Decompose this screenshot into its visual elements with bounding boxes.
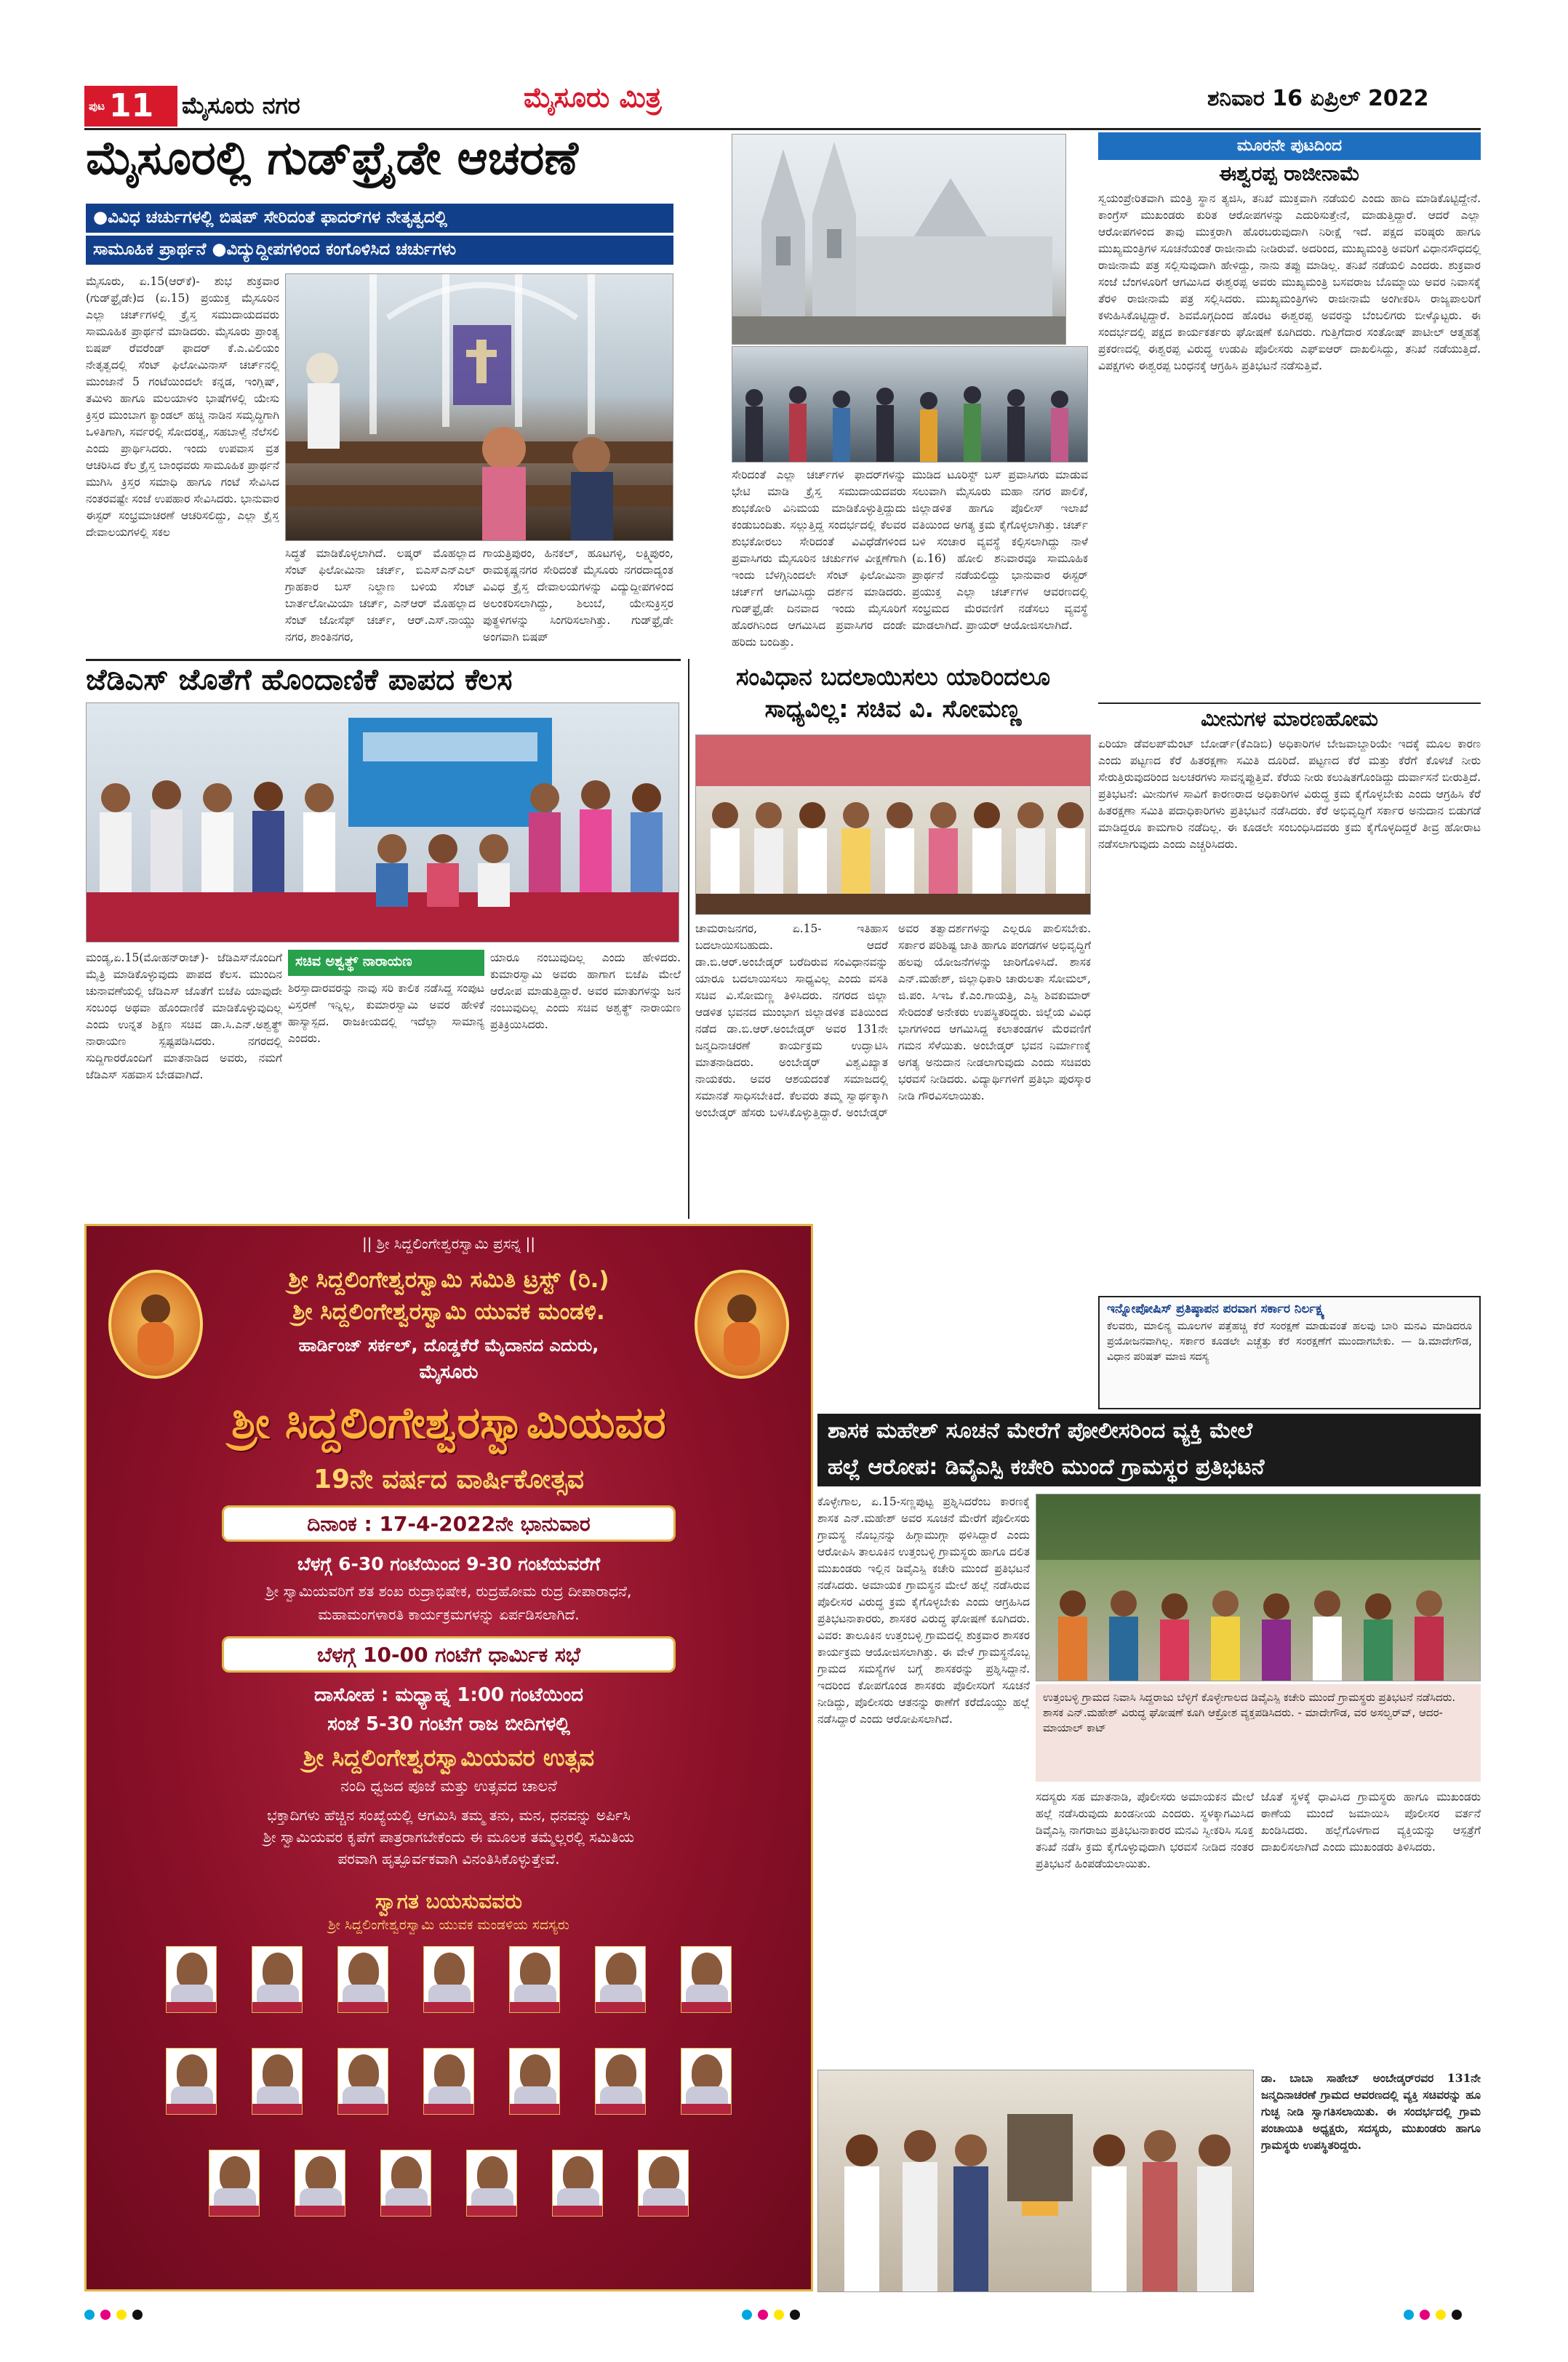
member-name-strip (681, 2002, 731, 2012)
member-name-strip (252, 2104, 302, 2114)
somanna-body: ಚಾಮರಾಜನಗರ, ಏ.15- ಇತಿಹಾಸ ಬದಲಾಯಿಸಬಹುದು. ಆದರೆ ಡಾ.ಬಿ.ಆರ್.ಅಂಬೇಡ್ಕರ್ ಬರೆದಿರುವ ಸಂವಿಧಾನವನ್ನು ಯಾರೂ ಬದಲಾಯಿಸಲು ಸಾಧ್ಯವಿಲ್ಲ ಎಂದು ವಸತಿ ಸಚಿವ ವಿ.ಸೋಮಣ್ಣ ತಿಳಿಸಿದರು. ನಗರದ ಜಿಲ್ಲಾ ಆಡಳಿತ ಭವನದ ಮುಂಭಾಗ ಜಿಲ್ಲಾಡಳಿತ ವತಿಯಿಂದ ನಡೆದ ಡಾ.ಬಿ.ಆರ್.ಅಂಬೇಡ್ಕರ್ ಅವರ 131ನೇ ಜನ್ಮದಿನಾಚರಣೆ ಕಾರ್ಯಕ್ರಮ ಉದ್ಘಾಟಿಸಿ ಮಾತನಾಡಿದರು. ಅಂಬೇಡ್ಕರ್ ವಿಶ್ವವಿಖ್ಯಾತ ನಾಯಕರು. ಅವರ ಆಶಯದಂತೆ ಸಮಾಜದಲ್ಲಿ ಸಮಾನತೆ ಸಾಧಿಸಬೇಕಿದೆ. ಕೆಲವರು ತಮ್ಮ ಸ್ವಾರ್ಥಕ್ಕಾಗಿ ಅಂಬೇಡ್ಕರ್ ಹೆಸರು ಬಳಸಿಕೊಳ್ಳುತ್ತಿದ್ದಾರೆ. ಅಂಬೇಡ್ಕರ್ ಅವರ ತತ್ವಾದರ್ಶಗಳನ್ನು ಎಲ್ಲರೂ ಪಾಲಿಸಬೇಕು. ಸರ್ಕಾರ ಪರಿಶಿಷ್ಟ ಜಾತಿ ಹಾಗೂ ಪಂಗಡಗಳ ಅಭಿವೃದ್ಧಿಗೆ ಹಲವು ಯೋಜನೆಗಳನ್ನು ಜಾರಿಗೊಳಿಸಿದೆ. ಶಾಸಕ ಎನ್.ಮಹೇಶ್, ಜಿಲ್ಲಾಧಿಕಾರಿ ಚಾರುಲತಾ ಸೋಮಲ್, ಜಿ.ಪಂ. ಸಿಇಒ ಕೆ.ಎಂ.ಗಾಯತ್ರಿ, ಎಸ್ಪಿ ಶಿವಕುಮಾರ್ ಸೇರಿದಂತೆ ಅನೇಕರು ಉಪಸ್ಥಿತರಿದ್ದರು. ಜಿಲ್ಲೆಯ ವಿವಿಧ ಭಾಗಗಳಿಂದ ಆಗಮಿಸಿದ್ದ ಕಲಾತಂಡಗಳ ಮೆರವಣಿಗೆ ಗಮನ ಸೆಳೆಯಿತು. ಅಂಬೇಡ್ಕರ್ ಭವನ ನಿರ್ಮಾಣಕ್ಕೆ ಅಗತ್ಯ ಅನುದಾನ ನೀಡಲಾಗುವುದು ಎಂದು ಸಚಿವರು ಭರವಸೆ ನೀಡಿದರು. ವಿದ್ಯಾರ್ಥಿಗಳಿಗೆ ಪ್ರತಿಭಾ ಪುರಸ್ಕಾರ ನೀಡಿ ಗೌರವಿಸಲಾಯಿತು. (695, 922, 1091, 1119)
member-face (520, 2054, 551, 2091)
member-photo-tile (595, 1946, 646, 2013)
ad-org-1: ಶ್ರೀ ಸಿದ್ದಲಿಂಗೇಶ್ವರಸ್ವಾಮಿ ಸಮಿತಿ ಟ್ರಸ್ಟ್ (ರಿ.) (288, 1267, 609, 1293)
stage-guests-illustration (696, 735, 1091, 915)
mahesh-body-col1: ಕೊಳ್ಳೇಗಾಲ, ಏ.15-ಸಣ್ಣಪುಟ್ಟ ಪ್ರಶ್ನಿಸಿದರೆಂಬ ಕಾರಣಕ್ಕೆ ಶಾಸಕ ಎನ್.ಮಹೇಶ್ ಅವರ ಸೂಚನೆ ಮೇರೆಗೆ ಪೊಲೀಸರು ಗ್ರಾಮಸ್ಥ ನೊಬ್ಬನನ್ನು ಹಿಗ್ಗಾಮುಗ್ಗಾ ಥಳಿಸಿದ್ದಾರೆ ಎಂದು ಆರೋಪಿಸಿ ತಾಲೂಕಿನ ಉತ್ತಂಬಳ್ಳಿ ಗ್ರಾಮಸ್ಥರು ಹಾಗೂ ದಲಿತ ಮುಖಂಡರು ಇಲ್ಲಿನ ಡಿವೈಎಸ್ಪಿ ಕಚೇರಿ ಮುಂದೆ ಪ್ರತಿಭಟನೆ ನಡೆಸಿದರು. ಅಮಾಯಕ ಗ್ರಾಮಸ್ಥನ ಮೇಲೆ ಹಲ್ಲೆ ನಡೆಸಿರುವ ಪೊಲೀಸರ ವಿರುದ್ಧ ಕ್ರಮ ಕೈಗೊಳ್ಳಬೇಕು ಎಂದು ಆಗ್ರಹಿಸಿದ ಪ್ರತಿಭಟನಾಕಾರರು, ಶಾಸಕರ ವಿರುದ್ಧ ಘೋಷಣೆ ಕೂಗಿದರು. ವಿವರ: ತಾಲೂಕಿನ ಉತ್ತಂಬಳ್ಳಿ ಗ್ರಾಮದಲ್ಲಿ ಶುಕ್ರವಾರ ಶಾಸಕರ ಕಾರ್ಯಕ್ರಮ ಆಯೋಜಿಸಲಾಗಿತ್ತು. ಈ ವೇಳೆ ಗ್ರಾಮಸ್ಥನೊಬ್ಬ ಗ್ರಾಮದ ಸಮಸ್ಯೆಗಳ ಬಗ್ಗೆ ಶಾಸಕರನ್ನು ಪ್ರಶ್ನಿಸಿದ್ದಾನೆ. ಇದರಿಂದ ಕೋಪಗೊಂಡ ಶಾಸಕರು ಪೊಲೀಸರಿಗೆ ಸೂಚನೆ ನೀಡಿದ್ದು, ಪೊಲೀಸರು ಆತನನ್ನು ಠಾಣೆಗೆ ಕರೆದೊಯ್ದು ಹಲ್ಲೆ ನಡೆಸಿದ್ದಾರೆ ಎಂದು ಆರೋಪಿಸಲಾಗಿದೆ. (817, 1495, 1030, 1726)
member-shirt (385, 2188, 428, 2206)
page-number: 11 (109, 87, 154, 124)
section-name: ಮೈಸೂರು ನಗರ (182, 92, 300, 119)
lead-body-col4: ಸೇರಿದಂತೆ ಎಲ್ಲಾ ಚರ್ಚ್‌ಗಳ ಫಾದರ್‌ಗಳನ್ನು ಭೇಟಿ ಮಾಡಿ ಕ್ರೈಸ್ತ ಸಮುದಾಯದವರು ಶುಭಕೋರಿ ವಿನಿಮಯ ಮಾಡಿಕೊಳ್ಳುತ್ತಿದ್ದುದು ಕಂಡುಬಂದಿತು. ಸಲ್ಲುತ್ತಿದ್ದ ಸಂದರ್ಭದಲ್ಲಿ ಕೆಲವರ ಶುಭಕೋರಲು ಸೇರಿದಂತೆ ವಿವಿಧೆಡೆಗಳಿಂದ ಪ್ರವಾಸಿಗರು ಮೈಸೂರಿನ ಚರ್ಚುಗಳ ವೀಕ್ಷಣೆಗಾಗಿ ಇಂದು ಬೆಳಗ್ಗಿನಿಂದಲೇ ಸೆಂಟ್ ಫಿಲೋಮಿನಾ ಚರ್ಚ್‌ಗೆ ಆಗಮಿಸಿದ್ದು ದರ್ಶನ ಮಾಡಿದರು. ಗುಡ್‌ಫ್ರೈಡೇ ದಿನವಾದ ಇಂದು ಮೈಸೂರಿಗೆ ಹೊರಗಿನಿಂದ ಆಗಮಿಸಿದ ಪ್ರವಾಸಿಗರ ದಂಡೇ ಹರಿದು ಬಂದಿತ್ತು. (732, 468, 906, 649)
member-face (692, 1953, 722, 1989)
ad-org-2: ಶ್ರೀ ಸಿದ್ದಲಿಂಗೇಶ್ವರಸ್ವಾಮಿ ಯುವಕ ಮಂಡಳಿ. (292, 1299, 605, 1325)
member-photo-tile (423, 1946, 474, 2013)
registration-dot (100, 2310, 111, 2320)
member-shirt (600, 1985, 642, 2002)
member-name-strip (167, 2104, 216, 2114)
member-shirt (514, 1985, 556, 2002)
book-release-stage-illustration (87, 703, 679, 942)
member-photo-tile (681, 2048, 732, 2115)
ad-invite-1: ಭಕ್ತಾದಿಗಳು ಹೆಚ್ಚಿನ ಸಂಖ್ಯೆಯಲ್ಲಿ ಆಗಮಿಸಿ ತಮ್ಮ ತನು, ಮನ, ಧನವನ್ನು ಅರ್ಪಿಸಿ (267, 1806, 631, 1824)
lead-subhead-1: ●ವಿವಿಧ ಚರ್ಚುಗಳಲ್ಲಿ ಬಿಷಪ್ ಸೇರಿದಂತೆ ಫಾದರ್‌ಗಳ ನೇತೃತ್ವದಲ್ಲಿ (86, 204, 673, 233)
jds-event-photo (86, 702, 679, 942)
member-face (348, 2054, 379, 2091)
ad-big-title: ಶ್ರೀ ಸಿದ್ದಲಿಂಗೇಶ್ವರಸ್ವಾಮಿಯವರ (231, 1398, 666, 1449)
member-shirt (514, 2086, 556, 2104)
registration-dot (132, 2310, 143, 2320)
mahesh-body-col2: ಸದಸ್ಯರು ಸಹ ಮಾತನಾಡಿ, ಪೊಲೀಸರು ಅಮಾಯಕನ ಮೇಲೆ ಹಲ್ಲೆ ನಡೆಸಿರುವುದು ಖಂಡನೀಯ ಎಂದರು. ಸ್ಥಳಕ್ಕಾಗಮಿಸಿದ ಡಿವೈಎಸ್ಪಿ ನಾಗರಾಜು ಪ್ರತಿಭಟನಾಕಾರರ ಮನವಿ ಸ್ವೀಕರಿಸಿ ಸೂಕ್ತ ತನಿಖೆ ನಡೆಸಿ ಕ್ರಮ ಕೈಗೊಳ್ಳುವುದಾಗಿ ಭರವಸೆ ನೀಡಿದ ನಂತರ ಪ್ರತಿಭಟನೆ ಹಿಂಪಡೆಯಲಾಯಿತು. (1036, 1790, 1254, 1870)
ad-utsava: ಶ್ರೀ ಸಿದ್ದಲಿಂಗೇಶ್ವರಸ್ವಾಮಿಯವರ ಉತ್ಸವ (303, 1744, 595, 1772)
crowd-illustration (732, 347, 1088, 463)
member-face (220, 2156, 250, 2193)
member-shirt (343, 2086, 385, 2104)
crowd-photo (732, 346, 1088, 463)
lead-body-col3: ಗಾಯತ್ರಿಪುರಂ, ಹಿನಕಲ್, ಹೂಟಗಳ್ಳಿ, ಲಕ್ಷ್ಮಿಪುರಂ, ರಾಮಕೃಷ್ಣನಗರ ಸೇರಿದಂತೆ ಮೈಸೂರು ನಗರದಾದ್ಯಂತ ವಿವಿಧ ಕ್ರೈಸ್ತ ದೇವಾಲಯಗಳನ್ನು ವಿದ್ಯುದ್ದೀಪಗಳಿಂದ ಅಲಂಕರಿಸಲಾಗಿದ್ದು, ಶಿಲುಬೆ, ಯೇಸುಕ್ರಿಸ್ತರ ಪುತ್ಥಳಿಗಳನ್ನು ಸಿಂಗರಿಸಲಾಗಿತ್ತು. ಗುಡ್‌ಫ್ರೈಡೇ ಅಂಗವಾಗಿ ಬಿಷಪ್ (483, 547, 673, 644)
mahesh-body-col3: ಜೊತೆ ಸ್ಥಳಕ್ಕೆ ಧಾವಿಸಿದ ಗ್ರಾಮಸ್ಥರು ಹಾಗೂ ಮುಖಂಡರು ಠಾಣೆಯ ಮುಂದೆ ಜಮಾಯಿಸಿ ಪೊಲೀಸರ ವರ್ತನೆ ಖಂಡಿಸಿದರು. ಹಲ್ಲೆಗೊಳಗಾದ ವ್ಯಕ್ತಿಯನ್ನು ಆಸ್ಪತ್ರೆಗೆ ದಾಖಲಿಸಲಾಗಿದೆ ಎಂದು ಮುಖಂಡರು ತಿಳಿಸಿದರು. (1261, 1790, 1481, 1854)
member-face (563, 2156, 593, 2193)
mahesh-headline-2: ಹಲ್ಲೆ ಆರೋಪ: ಡಿವೈಎಸ್ಪಿ ಕಚೇರಿ ಮುಂದೆ ಗ್ರಾಮಸ್ಥರ ಪ್ರತಿಭಟನೆ (817, 1450, 1481, 1486)
member-photo-tile (166, 2048, 217, 2115)
member-face (606, 1953, 636, 1989)
ad-evening: ಸಂಜೆ 5-30 ಗಂಟೆಗೆ ರಾಜ ಬೀದಿಗಳಲ್ಲಿ (327, 1713, 570, 1735)
left-swami-portrait (108, 1270, 203, 1379)
page-number-badge (84, 86, 177, 127)
member-name-strip (639, 2206, 688, 2216)
member-name-strip (681, 2104, 731, 2114)
temple-anniversary-advertisement (84, 1224, 813, 2291)
ad-date-pill: ದಿನಾಂಕ : 17-4-2022ನೇ ಭಾನುವಾರ (222, 1505, 676, 1542)
member-name-strip (424, 2104, 473, 2114)
church-interior-illustration (286, 274, 673, 541)
ad-invite-3: ಪರವಾಗಿ ಹೃತ್ಪೂರ್ವಕವಾಗಿ ವಿನಂತಿಸಿಕೊಳ್ಳುತ್ತೇವೆ. (337, 1850, 560, 1867)
member-face (434, 2054, 465, 2091)
member-photo-tile (295, 2150, 345, 2217)
member-name-strip (510, 2002, 559, 2012)
member-photo-tile (252, 2048, 303, 2115)
member-name-strip (596, 2002, 645, 2012)
member-face (177, 2054, 207, 2091)
member-photo-tile (466, 2150, 517, 2217)
lead-body-col5: ಮುಡಿದ ಟೂರಿಸ್ಟ್ ಬಸ್ ಪ್ರವಾಸಿಗರು ಮಾಡುವ ಸಲುವಾಗಿ ಮೈಸೂರು ಮಹಾ ನಗರ ಪಾಲಿಕೆ, ಜಿಲ್ಲಾಡಳಿತ ಹಾಗೂ ಪೊಲೀಸ್ ಇಲಾಖೆ ವತಿಯಿಂದ ಅಗತ್ಯ ಕ್ರಮ ಕೈಗೊಳ್ಳಲಾಗಿತ್ತು. ಚರ್ಚ್ ಬಳಿ ಸಂಚಾರ ವ್ಯವಸ್ಥೆ ಕಲ್ಪಿಸಲಾಗಿದ್ದು ನಾಳೆ (ಏ.16) ಹೋಲಿ ಶನಿವಾರವೂ ಸಾಮೂಹಿಕ ಪ್ರಾರ್ಥನೆ ನಡೆಯಲಿದ್ದು ಭಾನುವಾರ ಈಸ್ಟರ್ ಪ್ರಯುಕ್ತ ಎಲ್ಲಾ ಚರ್ಚ್‌ಗಳ ಆವರಣದಲ್ಲಿ ಸಂಭ್ರಮದ ಮೆರವಣಿಗೆ ನಡೆಸಲು ವ್ಯವಸ್ಥೆ ಮಾಡಲಾಗಿದೆ. ಪ್ರಾಯರ್ ಆಯೋಜಿಸಲಾಗಿದೆ. (912, 468, 1088, 632)
member-shirt (643, 2188, 685, 2206)
registration-dot (790, 2310, 800, 2320)
ad-welcome: ಸ್ವಾಗತ ಬಯಸುವವರು (375, 1889, 522, 1913)
fish-deaths-body: ಏರಿಯಾ ಡೆವಲಪ್‌ಮೆಂಟ್ ಬೋರ್ಡ್(ಕೆಎಡಿಬಿ) ಅಧಿಕಾರಿಗಳ ಬೇಜವಾಬ್ದಾರಿಯೇ ಇದಕ್ಕೆ ಮೂಲ ಕಾರಣ ಎಂದು ಪಟ್ಟಣದ ಕೆರೆ ಹಿತರಕ್ಷಣಾ ಸಮಿತಿ ದೂರಿದೆ. ಪಟ್ಟಣದ ಕೆರೆ ಮತ್ತು ಕೆರೆಗೆ ಕೊಳಚೆ ನೀರು ಸೇರುತ್ತಿರುವುದರಿಂದ ಜಲಚರಗಳು ಸಾವನ್ನಪ್ಪುತ್ತಿವೆ. ಕೆರೆಯ ನೀರು ಕಲುಷಿತಗೊಂಡಿದ್ದು ದುರ್ವಾಸನೆ ಬೀರುತ್ತಿದೆ. ಪ್ರತಿಭಟನೆ: ಮೀನುಗಳ ಸಾವಿಗೆ ಕಾರಣರಾದ ಅಧಿಕಾರಿಗಳ ವಿರುದ್ಧ ಕ್ರಮ ಕೈಗೊಳ್ಳಬೇಕು ಎಂದು ಆಗ್ರಹಿಸಿ ಕೆರೆ ಹಿತರಕ್ಷಣಾ ಸಮಿತಿ ಪದಾಧಿಕಾರಿಗಳು ಪ್ರತಿಭಟನೆ ನಡೆಸಿದರು. ಕೆರೆ ಅಭಿವೃದ್ಧಿಗೆ ಸರ್ಕಾರ ಅನುದಾನ ಬಿಡುಗಡೆ ಮಾಡಿದ್ದರೂ ಕಾಮಗಾರಿ ನಡೆದಿಲ್ಲ. ಈ ಕೂಡಲೇ ಸಂಬಂಧಿಸಿದವರು ಕ್ರಮ ಕೈಗೊಳ್ಳದಿದ್ದರೆ ತೀವ್ರ ಹೋರಾಟ ನಡೆಸಲಾಗುವುದು ಎಂದು ಎಚ್ಚರಿಸಿದರು. (1098, 737, 1481, 851)
member-face (434, 1953, 465, 1989)
church-interior-photo (285, 273, 673, 541)
member-photo-tile (252, 1946, 303, 2013)
member-name-strip (209, 2206, 259, 2216)
lead-body-col2: ಸಿದ್ಧತೆ ಮಾಡಿಕೊಳ್ಳಲಾಗಿದೆ. ಲಷ್ಕರ್ ಮೊಹಲ್ಲಾದ ಸೆಂಟ್ ಫಿಲೋಮಿನಾ ಚರ್ಚ್, ಬಿಎಸ್‌ಎನ್‌ಎಲ್ ಗ್ರಾಹಕಾರ ಬಸ್ ನಿಲ್ದಾಣ ಬಳಿಯ ಸೆಂಟ್ ಬಾರ್ತಲೋಮಿಯಾ ಚರ್ಚ್, ಎನ್‌ಆರ್ ಮೊಹಲ್ಲಾದ ಸೆಂಟ್ ಜೋಸೆಫ್ ಚರ್ಚ್, ಆರ್.ಎಸ್.ನಾಯ್ಡು ನಗರ, ಶಾಂತಿನಗರ, (285, 547, 476, 644)
member-photo-tile (380, 2150, 431, 2217)
member-face (177, 1953, 207, 1989)
member-face (305, 2156, 336, 2193)
jds-top-rule (86, 659, 681, 661)
member-name-strip (167, 2002, 216, 2012)
lead-subhead-2: ಸಾಮೂಹಿಕ ಪ್ರಾರ್ಥನೆ ●ವಿದ್ಯುದ್ದೀಪಗಳಿಂದ ಕಂಗೊಳಿಸಿದ ಚರ್ಚುಗಳು (86, 236, 673, 265)
ad-sabha-pill: ಬೆಳಗ್ಗೆ 10-00 ಗಂಟೆಗೆ ಧಾರ್ಮಿಕ ಸಭೆ (222, 1636, 676, 1673)
notice-body: ಕೆಲವರು, ಮಾಲಿನ್ಯ ಮೂಲಗಳ ಪತ್ತೆಹಚ್ಚಿ ಕೆರೆ ಸಂರಕ್ಷಣೆ ಮಾಡುವಂತೆ ಹಲವು ಬಾರಿ ಮನವಿ ಮಾಡಿದರೂ ಪ್ರಯೋಜನವಾಗಿಲ್ಲ. ಸರ್ಕಾರ ಕೂಡಲೇ ಎಚ್ಚೆತ್ತು ಕೆರೆ ಸಂರಕ್ಷಣೆಗೆ ಮುಂದಾಗಬೇಕು. — ಡಿ.ಮಾದೇಗೌಡ, ವಿಧಾನ ಪರಿಷತ್ ಮಾಜಿ ಸದಸ್ಯ (1107, 1321, 1472, 1363)
member-name-strip (295, 2206, 345, 2216)
member-shirt (600, 2086, 642, 2104)
cathedral-spires-illustration (732, 135, 1066, 345)
jds-body-col2: ಶಿರಸ್ತಾದಾರವರನ್ನು ನಾವು ಸರಿ ಕಾಲಿಕ ನಡೆಸಿದ್ದ ಸಂಪುಟ ವಿಸ್ತರಣೆ ಇನ್ನಿಲ್ಲ, ಕುಮಾರಸ್ವಾಮಿ ಅವರ ಹೇಳಿಕೆ ಹಾಸ್ಯಾಸ್ಪದ. ರಾಜಕೀಯದಲ್ಲಿ ಇದೆಲ್ಲಾ ಸಾಮಾನ್ಯ ಎಂದರು. (288, 982, 484, 1045)
member-face (391, 2156, 422, 2193)
member-face (692, 2054, 722, 2091)
right-divider (1098, 702, 1481, 704)
ad-top-line: || ಶ್ರೀ ಸಿದ್ದಲಿಂಗೇಶ್ವರಸ್ವಾಮಿ ಪ್ರಸನ್ನ || (362, 1235, 535, 1252)
member-face (606, 2054, 636, 2091)
felicitation-illustration (818, 2070, 1254, 2292)
registration-dot (84, 2310, 95, 2320)
member-name-strip (510, 2104, 559, 2114)
ad-ritual-2: ಮಹಾಮಂಗಳಾರತಿ ಕಾರ್ಯಕ್ರಮಗಳನ್ನು ಏರ್ಪಡಿಸಲಾಗಿದೆ. (318, 1606, 580, 1623)
member-name-strip (553, 2206, 602, 2216)
swami-figure-icon (697, 1273, 786, 1376)
member-shirt (471, 2188, 513, 2206)
registration-dot (774, 2310, 784, 2320)
ambedkar-caption: ಡಾ. ಬಾಬಾ ಸಾಹೇಬ್ ಅಂಬೇಡ್ಕರ್‌ರವರ 131ನೇ ಜನ್ಮದಿನಾಚರಣೆ ಗ್ರಾಮದ ಆವರಣದಲ್ಲಿ ವ್ಯಕ್ತಿ ಸಚಿವರನ್ನು ಹೂ ಗುಚ್ಛ ನೀಡಿ ಸ್ವಾಗತಿಸಲಾಯಿತು. ಈ ಸಂದರ್ಭದಲ್ಲಿ ಗ್ರಾಮ ಪಂಚಾಯಿತಿ ಅಧ್ಯಕ್ಷರು, ಸದಸ್ಯರು, ಮುಖಂಡರು ಹಾಗೂ ಗ್ರಾಮಸ್ಥರು ಉಪಸ್ಥಿತರಿದ್ದರು. (1261, 2071, 1481, 2152)
swami-figure-icon (111, 1273, 200, 1376)
member-photo-tile (166, 1946, 217, 2013)
protest-photo (1036, 1494, 1481, 1681)
somanna-headline-2: ಸಾಧ್ಯವಿಲ್ಲ: ಸಚಿವ ವಿ. ಸೋಮಣ್ಣ (764, 694, 1022, 723)
registration-dot (1436, 2310, 1446, 2320)
member-shirt (214, 2188, 256, 2206)
lead-body-col1: ಮೈಸೂರು, ಏ.15(ಆರ್‌ಕೆ)- ಶುಭ ಶುಕ್ರವಾರ (ಗುಡ್‌ಫ್ರೈಡೇ)ದ (ಏ.15) ಪ್ರಯುಕ್ತ ಮೈಸೂರಿನ ಎಲ್ಲಾ ಚರ್ಚ್‌ಗಳಲ್ಲಿ ಕ್ರೈಸ್ತ ಸಮುದಾಯದವರು ಸಾಮೂಹಿಕ ಪ್ರಾರ್ಥನೆ ಮಾಡಿದರು. ಮೈಸೂರು ಪ್ರಾಂತ್ಯ ಬಿಷಪ್ ರೆವರೆಂಡ್ ಫಾದರ್ ಕೆ.ಎ.ವಿಲಿಯಂ ನೇತೃತ್ವದಲ್ಲಿ ಸೆಂಟ್ ಫಿಲೋಮಿನಾಸ್ ಚರ್ಚ್‌ನಲ್ಲಿ ಮುಂಜಾನೆ 5 ಗಂಟೆಯಿಂದಲೇ ಕನ್ನಡ, ಇಂಗ್ಲಿಷ್, ತಮಿಳು ಹಾಗೂ ಮಲಯಾಳಂ ಭಾಷೆಗಳಲ್ಲಿ ಯೇಸು ಕ್ರಿಸ್ತರ ಮುಂಬಾಗ ಕ್ಯಾಂಡಲ್ ಹಚ್ಚಿ ನಾಡಿನ ಸಮೃದ್ಧಿಗಾಗಿ ಒಳಿತಿಗಾಗಿ, ಸರ್ವರಲ್ಲಿ ಸೋದರತ್ವ, ಸಹಬಾಳ್ವೆ ನೆಲೆಸಲಿ ಎಂದು ಪ್ರಾರ್ಥಿಸಿದರು. ಇಂದು ಉಪವಾಸ ವ್ರತ ಆಚರಿಸಿದ ಕೆಲ ಕ್ರೈಸ್ತ ಬಾಂಧವರು ಸಾಮೂಹಿಕ ಪ್ರಾರ್ಥನೆ ಮುಗಿಸಿ ಕ್ರಿಸ್ತರ ಸಮಾಧಿ ಹಾಗೂ ಗಂಟೆ ಸೇವಿಸಿದ ನಂತರವಷ್ಟೇ ಸಂಜೆ ಉಪಹಾರ ಸೇವಿಸಿದರು. ಭಾನುವಾರ ಈಸ್ಟರ್ ಸಂಭ್ರಮಾಚರಣೆ ಆಚರಿಸಲಿದ್ದು, ಎಲ್ಲಾ ಕ್ರೈಸ್ತ ದೇವಾಲಯಗಳಲ್ಲಿ ಸಕಲ (86, 275, 279, 539)
member-face (263, 2054, 293, 2091)
column-divider (688, 659, 689, 1219)
member-shirt (257, 1985, 299, 2002)
registration-dot (1420, 2310, 1430, 2320)
ad-anniversary: 19ನೇ ವರ್ಷದ ವಾರ್ಷಿಕೋತ್ಸವ (313, 1465, 585, 1494)
member-name-strip (596, 2104, 645, 2114)
member-face (348, 1953, 379, 1989)
fish-deaths-title: ಮೀನುಗಳ ಮಾರಣಹೋಮ (1201, 707, 1378, 731)
member-photo-tile (509, 1946, 560, 2013)
ad-welcome-sub: ಶ್ರೀ ಸಿದ್ದಲಿಂಗೇಶ್ವರಸ್ವಾಮಿ ಯುವಕ ಮಂಡಳಿಯ ಸದಸ್ಯರು (328, 1917, 569, 1933)
registration-dot (1452, 2310, 1462, 2320)
protesters-illustration (1036, 1494, 1481, 1681)
jds-body-col3: ಯಾರೂ ನಂಬುವುದಿಲ್ಲ ಎಂದು ಹೇಳಿದರು. ಕುಮಾರಸ್ವಾಮಿ ಅವರು ಹಾಗಾಗ ಬಿಜೆಪಿ ಮೇಲೆ ಆರೋಪ ಮಾಡುತ್ತಿದ್ದಾರೆ. ಅವರ ಮಾತುಗಳನ್ನು ಜನ ನಂಬುವುದಿಲ್ಲ ಎಂದು ಸಚಿವ ಅಶ್ವತ್ಥ್ ನಾರಾಯಣ ಪ್ರತಿಕ್ರಿಯಿಸಿದರು. (490, 951, 681, 1031)
member-photo-tile (595, 2048, 646, 2115)
member-face (263, 1953, 293, 1989)
member-photo-tile (423, 2048, 474, 2115)
member-shirt (171, 2086, 213, 2104)
member-name-strip (338, 2002, 388, 2012)
page-label: ಪುಟ (89, 100, 105, 113)
notice-title: ಇನ್ನೋಪೋಷಿಸ್ ಪ್ರತಿಷ್ಠಾಪನ ಪರವಾಗ ಸರ್ಕಾರ ನಿರ್ಲಕ್ಷ್ಯ (1107, 1302, 1325, 1316)
member-photo-tile (509, 2048, 560, 2115)
member-photo-tile (209, 2150, 260, 2217)
member-shirt (428, 2086, 471, 2104)
member-shirt (686, 2086, 728, 2104)
member-shirt (686, 1985, 728, 2002)
issue-date: ಶನಿವಾರ 16 ಏಪ್ರಿಲ್ 2022 (1207, 86, 1429, 111)
member-name-strip (467, 2206, 516, 2216)
ad-utsava-sub: ನಂದಿ ಧ್ವಜದ ಪೂಜೆ ಮತ್ತು ಉತ್ಸವದ ಚಾಲನೆ (340, 1777, 557, 1795)
notice-box (1098, 1296, 1481, 1409)
eshwarappa-body: ಸ್ವಯಂಪ್ರೇರಿತವಾಗಿ ಮಂತ್ರಿ ಸ್ಥಾನ ತ್ಯಜಿಸಿ, ತನಿಖೆ ಮುಕ್ತವಾಗಿ ನಡೆಯಲಿ ಎಂದು ಹಾದಿ ಮಾಡಿಕೊಟ್ಟಿದ್ದೇನೆ. ಕಾಂಗ್ರೆಸ್ ಮುಖಂಡರು ಕುರಿತ ಆರೋಪಗಳನ್ನು ಎದುರಿಸುತ್ತೇನೆ, ಮಾಡುತ್ತಿದ್ದಾರೆ. ಆದರೆ ಎಲ್ಲಾ ಆರೋಪಗಳಿಂದ ತಾವು ಮುಕ್ತರಾಗಿ ಹೊರಬರುವುದಾಗಿ ನಿರೀಕ್ಷೆ ಇದೆ. ಪಕ್ಷದ ವರಿಷ್ಠರು ಹಾಗೂ ಮುಖ್ಯಮಂತ್ರಿಗಳ ಸೂಚನೆಯಂತೆ ರಾಜೀನಾಮೆ ನೀಡಿರುವೆ. ಅದರಿಂದ, ಮುಖ್ಯಮಂತ್ರಿ ಅವರಿಗೆ ವಿಧಾನಸೌಧದಲ್ಲಿ ರಾಜೀನಾಮೆ ಪತ್ರ ಸಲ್ಲಿಸುವುದಾಗಿ ಹೇಳಿದ್ದು, ನಾನು ತಪ್ಪು ಮಾಡಿಲ್ಲ. ತನಿಖೆ ನಡೆಯಲಿ ಎಂದರು. ಶುಕ್ರವಾರ ಸಂಜೆ ಬೆಂಗಳೂರಿಗೆ ಆಗಮಿಸಿದ ಈಶ್ವರಪ್ಪ ಅವರು ಮುಖ್ಯಮಂತ್ರಿ ಬಸವರಾಜ ಬೊಮ್ಮಾಯಿ ಅವರ ನಿವಾಸಕ್ಕೆ ತೆರಳಿ ರಾಜೀನಾಮೆ ಪತ್ರ ಸಲ್ಲಿಸಿದರು. ಮುಖ್ಯಮಂತ್ರಿಗಳು ರಾಜೀನಾಮೆ ಅಂಗೀಕರಿಸಿ ರಾಜ್ಯಪಾಲರಿಗೆ ಕಳುಹಿಸಿಕೊಟ್ಟಿದ್ದಾರೆ. ಶಿವಮೊಗ್ಗದಿಂದ ಹೊರಟ ಈಶ್ವರಪ್ಪ ಅವರನ್ನು ಬೆಂಬಲಿಗರು ಬೀಳ್ಕೊಟ್ಟರು. ಈ ಸಂದರ್ಭದಲ್ಲಿ ಪಕ್ಷದ ಕಾರ್ಯಕರ್ತರು ಘೋಷಣೆ ಕೂಗಿದರು. ಗುತ್ತಿಗೆದಾರ ಸಂತೋಷ್ ಪಾಟೀಲ್ ಆತ್ಮಹತ್ಯೆ ಪ್ರಕರಣದಲ್ಲಿ ಈಶ್ವರಪ್ಪ ವಿರುದ್ಧ ಉಡುಪಿ ಪೊಲೀಸರು ಎಫ್‌ಐಆರ್ ದಾಖಲಿಸಿದ್ದು, ತನಿಖೆ ನಡೆಯುತ್ತಿದೆ. ವಿಪಕ್ಷಗಳು ಈಶ್ವರಪ್ಪ ಬಂಧನಕ್ಕೆ ಆಗ್ರಹಿಸಿ ಪ್ರತಿಭಟನೆ ನಡೆಸುತ್ತಿವೆ. (1098, 192, 1481, 372)
registration-dot (116, 2310, 127, 2320)
member-photo-tile (337, 2048, 388, 2115)
member-shirt (428, 1985, 471, 2002)
member-shirt (343, 1985, 385, 2002)
newspaper-name: ಮೈಸೂರು ಮಿತ್ರ (524, 81, 662, 113)
registration-dot (742, 2310, 752, 2320)
eshwarappa-title: ಈಶ್ವರಪ್ಪ ರಾಜೀನಾಮೆ (1218, 161, 1361, 185)
member-photo-tile (638, 2150, 689, 2217)
ad-dasoha: ದಾಸೋಹ : ಮಧ್ಯಾಹ್ನ 1:00 ಗಂಟೆಯಿಂದ (314, 1684, 583, 1706)
ad-address-2: ಮೈಸೂರು (419, 1361, 479, 1383)
right-swami-portrait (695, 1270, 789, 1379)
somanna-headline-1: ಸಂವಿಧಾನ ಬದಲಾಯಿಸಲು ಯಾರಿಂದಲೂ (735, 662, 1051, 691)
registration-dot (758, 2310, 768, 2320)
member-name-strip (424, 2002, 473, 2012)
church-exterior-photo (732, 134, 1066, 345)
member-face (649, 2156, 679, 2193)
lead-headline: ಮೈಸೂರಲ್ಲಿ ಗುಡ್‌ಫ್ರೈಡೇ ಆಚರಣೆ (86, 132, 578, 185)
member-name-strip (252, 2002, 302, 2012)
ad-ritual-1: ಶ್ರೀ ಸ್ವಾಮಿಯವರಿಗೆ ಶತ ಶಂಖ ರುದ್ರಾಭಿಷೇಕ, ರುದ್ರಹೋಮ ರುದ್ರ ದೀಪಾರಾಧನೆ, (265, 1582, 632, 1600)
protest-photo-caption: ಉತ್ತಂಬಳ್ಳಿ ಗ್ರಾಮದ ನಿವಾಸಿ ಸಿದ್ದರಾಜು ಬೆಳ್ಳಿಗೆ ಕೊಳ್ಳೇಗಾಲದ ಡಿವೈಎಸ್ಪಿ ಕಚೇರಿ ಮುಂದೆ ಗ್ರಾಮಸ್ಥರು ಪ್ರತಿಭಟನೆ ನಡೆಸಿದರು. ಶಾಸಕ ಎನ್.ಮಹೇಶ್ ವಿರುದ್ಧ ಘೋಷಣೆ ಕೂಗಿ ಆಕ್ರೋಶ ವ್ಯಕ್ತಪಡಿಸಿದರು. - ಮಾದೇಗೌಡ, ವರ ಅಸಲ್ವರ್‌ವ್, ಆದರ-ಮಾಯಾಲ್ ಕಾಟ್ (1036, 1684, 1481, 1782)
member-photo-tile (552, 2150, 603, 2217)
member-photo-tile (337, 1946, 388, 2013)
continued-banner: ಮೂರನೇ ಪುಟದಿಂದ (1098, 132, 1481, 160)
mahesh-headline-1: ಶಾಸಕ ಮಹೇಶ್ ಸೂಚನೆ ಮೇರೆಗೆ ಪೋಲೀಸರಿಂದ ವ್ಯಕ್ತಿ ಮೇಲೆ (817, 1414, 1481, 1450)
ad-time-1: ಬೆಳಗ್ಗೆ 6-30 ಗಂಟೆಯಿಂದ 9-30 ಗಂಟೆಯವರೆಗೆ (297, 1553, 601, 1574)
registration-dot (1404, 2310, 1414, 2320)
member-photo-tile (681, 1946, 732, 2013)
somanna-event-photo (695, 734, 1091, 915)
member-shirt (300, 2188, 342, 2206)
member-face (520, 1953, 551, 1989)
member-face (477, 2156, 508, 2193)
member-name-strip (381, 2206, 431, 2216)
ambedkar-event-photo (817, 2070, 1254, 2292)
member-shirt (257, 2086, 299, 2104)
member-name-strip (338, 2104, 388, 2114)
jds-body-col1: ಮಂಡ್ಯ,ಏ.15(ಮೋಹನ್‌ರಾಜ್)- ಜೆಡಿಎಸ್‌ನೊಂದಿಗೆ ಮೈತ್ರಿ ಮಾಡಿಕೊಳ್ಳುವುದು ಪಾಪದ ಕೆಲಸ. ಮುಂದಿನ ಚುನಾವಣೆಯಲ್ಲಿ ಜೆಡಿಎಸ್ ಜೊತೆಗೆ ಬಿಜೆಪಿ ಯಾವುದೇ ಸಂಬಂಧ ಅಥವಾ ಹೊಂದಾಣಿಕೆ ಮಾಡಿಕೊಳ್ಳುವುದಿಲ್ಲ ಎಂದು ಉನ್ನತ ಶಿಕ್ಷಣ ಸಚಿವ ಡಾ.ಸಿ.ಎನ್.ಅಶ್ವತ್ಥ್ ನಾರಾಯಣ ಸ್ಪಷ್ಟಪಡಿಸಿದರು. ನಗರದಲ್ಲಿ ಸುದ್ದಿಗಾರರೊಂದಿಗೆ ಮಾತನಾಡಿದ ಅವರು, ನಮಗೆ ಜೆಡಿಎಸ್ ಸಹವಾಸ ಬೇಡವಾಗಿದೆ. (86, 951, 282, 1081)
ad-invite-2: ಶ್ರೀ ಸ್ವಾಮಿಯವರ ಕೃಪೆಗೆ ಪಾತ್ರರಾಗಬೇಕೆಂದು ಈ ಮೂಲಕ ತಮ್ಮೆಲ್ಲರಲ್ಲಿ ಸಮಿತಿಯ (263, 1828, 635, 1846)
member-shirt (557, 2188, 599, 2206)
ad-address-1: ಹಾರ್ಡಿಂಜ್ ಸರ್ಕಲ್, ದೊಡ್ಡಕೆರೆ ಮೈದಾನದ ಎದುರು, (298, 1335, 599, 1356)
masthead-rule (84, 128, 1481, 130)
jds-quote-label: ಸಚಿವ ಅಶ್ವತ್ಥ್ ನಾರಾಯಣ (288, 950, 484, 976)
member-shirt (171, 1985, 213, 2002)
jds-headline: ಜೆಡಿಎಸ್ ಜೊತೆಗೆ ಹೊಂದಾಣಿಕೆ ಪಾಪದ ಕೆಲಸ (86, 663, 513, 697)
